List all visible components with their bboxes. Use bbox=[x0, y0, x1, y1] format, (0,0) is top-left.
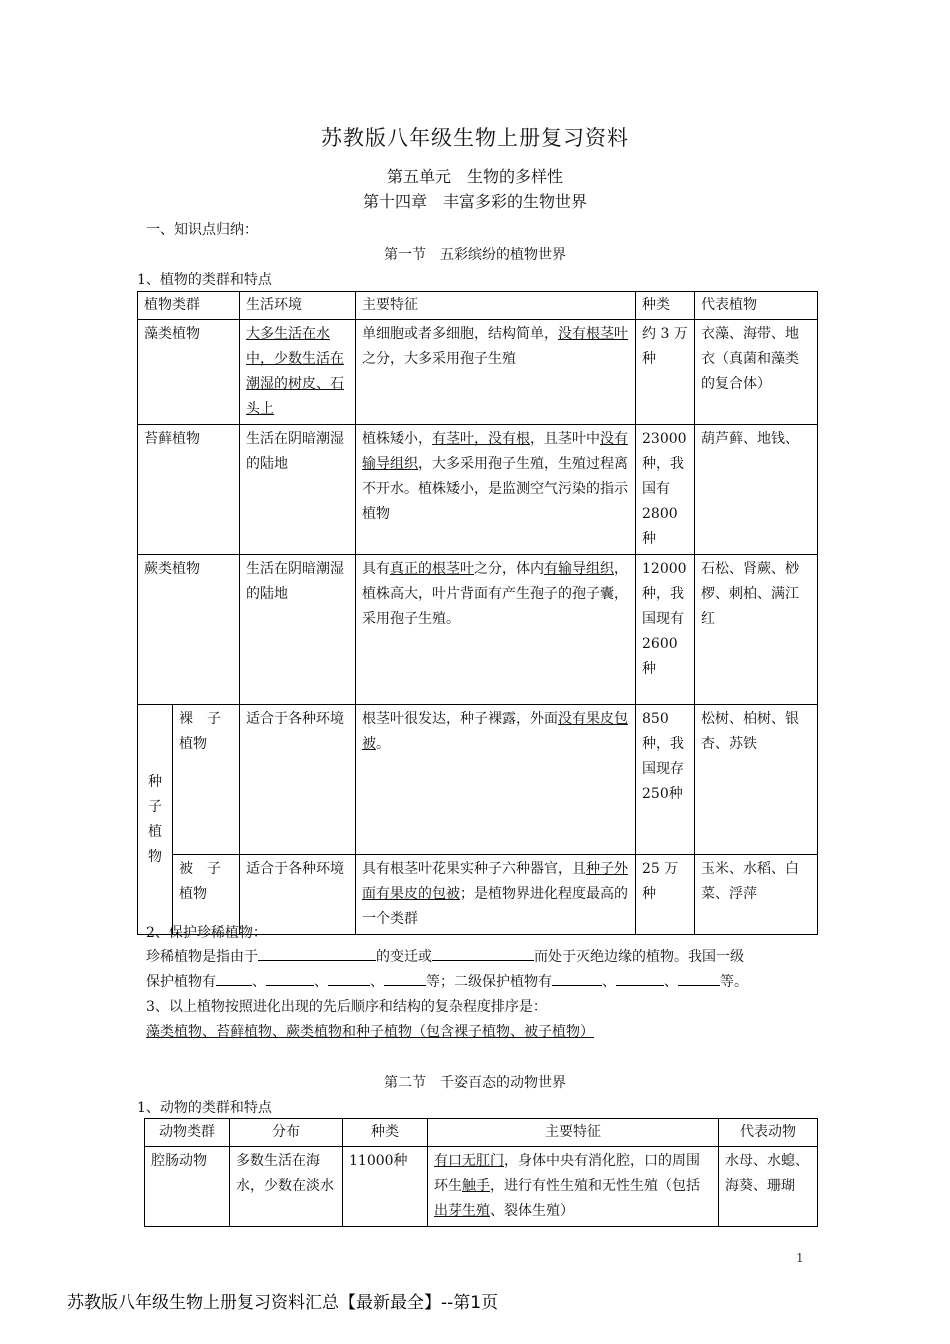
key-point: 没有根茎叶 bbox=[558, 326, 628, 342]
species-count: 25 万种 bbox=[636, 855, 695, 935]
features bbox=[356, 555, 636, 705]
page-number: 1 bbox=[796, 1251, 804, 1265]
key-point: 有口无肛门 bbox=[434, 1153, 504, 1169]
text: ，且茎叶中 bbox=[530, 431, 600, 447]
features bbox=[356, 705, 636, 855]
text: 、裂体生殖） bbox=[490, 1203, 574, 1219]
text: 之分，大多采用孢子生殖 bbox=[362, 351, 516, 367]
distribution: 多数生活在海水，少数在淡水 bbox=[230, 1147, 343, 1227]
protect-heading: 2、保护珍稀植物： bbox=[146, 925, 267, 941]
plant-groups-table bbox=[137, 291, 818, 935]
document-title: 苏教版八年级生物上册复习资料 bbox=[321, 126, 629, 150]
representatives: 松树、柏树、银杏、苏铁 bbox=[695, 705, 818, 855]
group-name: 裸 子植物 bbox=[173, 705, 240, 855]
features bbox=[356, 855, 636, 935]
text: 。 bbox=[376, 736, 390, 752]
header-cell: 植物类群 bbox=[138, 292, 240, 320]
table-row bbox=[138, 555, 818, 705]
header-cell: 代表植物 bbox=[695, 292, 818, 320]
header-cell: 主要特征 bbox=[356, 292, 636, 320]
text: ，身体中央有消化腔，口的周围环生 bbox=[434, 1153, 700, 1194]
fill-blank[interactable] bbox=[616, 973, 664, 986]
header-cell: 生活环境 bbox=[240, 292, 356, 320]
text: 根茎叶很发达，种子裸露，外面 bbox=[362, 711, 558, 727]
environment: 适合于各种环境 bbox=[240, 855, 356, 935]
fill-blank[interactable] bbox=[216, 973, 252, 986]
species-count: 12000种，我国现有2600种 bbox=[636, 555, 695, 705]
chapter-heading: 第十四章 丰富多彩的生物世界 bbox=[362, 192, 587, 211]
features bbox=[428, 1147, 719, 1227]
text: ，大多采用孢子生殖，生殖过程离不开水。植株矮小，是监测空气污染的指示植物 bbox=[362, 456, 628, 522]
table-header-row bbox=[138, 292, 818, 320]
key-point: 没有果皮包被 bbox=[362, 711, 628, 752]
table-row bbox=[138, 705, 818, 855]
section-2-item-1: 1、动物的类群和特点 bbox=[137, 1100, 272, 1116]
text: 具有根茎叶花果实种子六种器官，且 bbox=[362, 861, 586, 877]
text: 、 bbox=[602, 974, 616, 990]
group-name: 蕨类植物 bbox=[138, 555, 240, 705]
section-intro: 一、知识点归纳： bbox=[146, 222, 258, 238]
key-point: 真正的根茎叶 bbox=[390, 561, 474, 577]
text: 而处于灭绝边缘的植物。我国一级 bbox=[534, 949, 744, 965]
features bbox=[356, 425, 636, 555]
key-point: 触手 bbox=[462, 1178, 490, 1194]
section-1-title: 第一节 五彩缤纷的植物世界 bbox=[384, 247, 566, 263]
key-point: 种子外面有果皮的包被 bbox=[362, 861, 628, 902]
text: 的变迁或 bbox=[376, 949, 432, 965]
key-point: 有输导组织 bbox=[544, 561, 614, 577]
fill-blank[interactable] bbox=[266, 973, 314, 986]
text: ，进行有性生殖和无性生殖（包括 bbox=[490, 1178, 700, 1194]
text: 珍稀植物是指由于 bbox=[146, 949, 258, 965]
table-row bbox=[138, 425, 818, 555]
representatives: 石松、肾蕨、桫椤、刺柏、满江红 bbox=[695, 555, 818, 705]
header-cell: 代表动物 bbox=[719, 1119, 818, 1147]
features bbox=[356, 320, 636, 425]
fill-blank[interactable] bbox=[258, 948, 376, 961]
key-point: 出芽生殖 bbox=[434, 1203, 490, 1219]
text: 等；二级保护植物有 bbox=[426, 974, 552, 990]
evolution-answer: 藻类植物、苔藓植物、蕨类植物和种子植物（包含裸子植物、被子植物） bbox=[146, 1024, 594, 1040]
fill-blank[interactable] bbox=[384, 973, 426, 986]
fill-blank[interactable] bbox=[678, 973, 720, 986]
text: ；是植物界进化程度最高的一个类群 bbox=[362, 886, 628, 927]
key-point: 有茎叶，没有根 bbox=[432, 431, 530, 447]
evolution-heading: 3、以上植物按照进化出现的先后顺序和结构的复杂程度排序是： bbox=[146, 999, 547, 1015]
protect-line-1 bbox=[146, 946, 744, 966]
species-count: 约 3 万种 bbox=[636, 320, 695, 425]
environment-underlined: 大多生活在水中，少数生活在潮湿的树皮、石头上 bbox=[246, 326, 344, 417]
text: 、 bbox=[314, 974, 328, 990]
key-point: 没有输导组织 bbox=[362, 431, 628, 472]
text: 之分，体内 bbox=[474, 561, 544, 577]
group-name: 苔藓植物 bbox=[138, 425, 240, 555]
fill-blank[interactable] bbox=[552, 973, 602, 986]
unit-heading: 第五单元 生物的多样性 bbox=[386, 167, 563, 186]
text: 植株矮小， bbox=[362, 431, 432, 447]
text: 单细胞或者多细胞，结构简单， bbox=[362, 326, 558, 342]
table-row bbox=[138, 320, 818, 425]
species-count: 850种，我国现存250种 bbox=[636, 705, 695, 855]
text: 、 bbox=[370, 974, 384, 990]
text: 具有 bbox=[362, 561, 390, 577]
text: 保护植物有 bbox=[146, 974, 216, 990]
text: 、 bbox=[252, 974, 266, 990]
representatives: 葫芦藓、地钱、 bbox=[695, 425, 818, 555]
fill-blank[interactable] bbox=[328, 973, 370, 986]
representatives: 水母、水螅、海葵、珊瑚 bbox=[719, 1147, 818, 1227]
animal-groups-table bbox=[144, 1118, 818, 1227]
environment: 生活在阴暗潮湿的陆地 bbox=[240, 555, 356, 705]
group-name: 腔肠动物 bbox=[145, 1147, 230, 1227]
seed-plants-label: 种子植物 bbox=[148, 773, 162, 865]
group-name: 被 子植物 bbox=[173, 855, 240, 935]
fill-blank[interactable] bbox=[432, 948, 534, 961]
text: ，植株高大，叶片背面有产生孢子的孢子囊，采用孢子生殖。 bbox=[362, 561, 628, 627]
environment: 适合于各种环境 bbox=[240, 705, 356, 855]
species-count: 11000种 bbox=[343, 1147, 428, 1227]
species-count: 23000种，我国有2800种 bbox=[636, 425, 695, 555]
section-1-item-1: 1、植物的类群和特点 bbox=[137, 272, 272, 288]
page-footer: 苏教版八年级生物上册复习资料汇总【最新最全】--第1页 bbox=[67, 1293, 499, 1313]
representatives: 衣藻、海带、地衣（真菌和藻类的复合体） bbox=[695, 320, 818, 425]
group-name: 藻类植物 bbox=[138, 320, 240, 425]
section-2-title: 第二节 千姿百态的动物世界 bbox=[384, 1075, 566, 1091]
header-cell: 动物类群 bbox=[145, 1119, 230, 1147]
header-cell: 分布 bbox=[230, 1119, 343, 1147]
protect-line-2 bbox=[146, 971, 748, 991]
text: 、 bbox=[664, 974, 678, 990]
header-cell: 主要特征 bbox=[428, 1119, 719, 1147]
header-cell: 种类 bbox=[636, 292, 695, 320]
environment: 生活在阴暗潮湿的陆地 bbox=[240, 425, 356, 555]
environment bbox=[240, 320, 356, 425]
table-header-row bbox=[145, 1119, 818, 1147]
header-cell: 种类 bbox=[343, 1119, 428, 1147]
seed-plants-group bbox=[138, 705, 173, 935]
representatives: 玉米、水稻、白菜、浮萍 bbox=[695, 855, 818, 935]
text: 等。 bbox=[720, 974, 748, 990]
table-row bbox=[145, 1147, 818, 1227]
